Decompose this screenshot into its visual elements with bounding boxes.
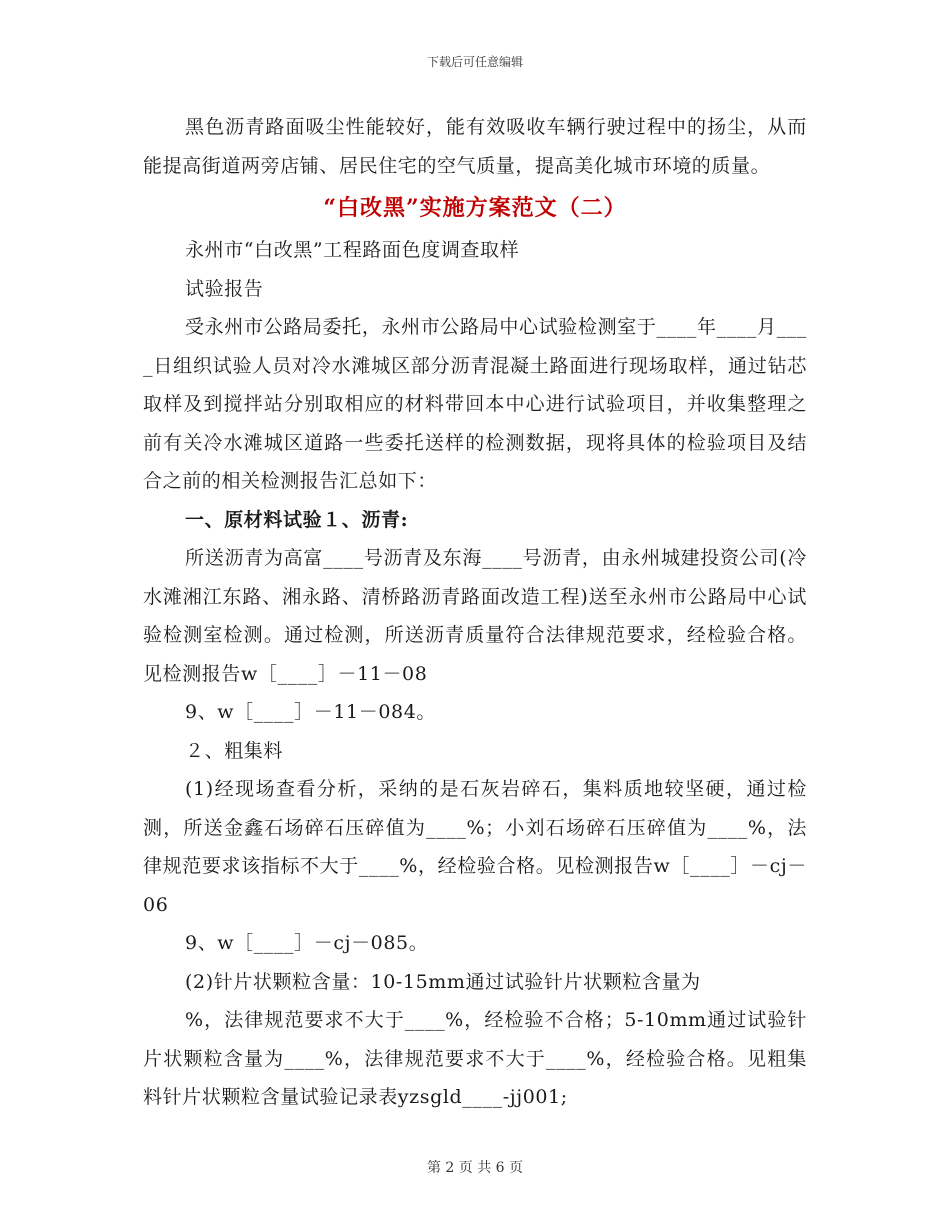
paragraph-commission: 受永州市公路局委托，永州市公路局中心试验检测室于____年____月____日组织试验人员对冷水滩城区部分沥青混凝土路面进行现场取样，通过钻芯取样及到搅拌站分别取相应的材料带回本中心进行试验项目，并收集整理之前有关冷水滩城区道路一些委托送样的检测数据，现将具体的检验项目及结合之前的相关检测报告汇总如下： xyxy=(143,316,807,492)
paragraph-report-type: 试验报告 xyxy=(185,277,264,300)
page-header: 下载后可任意编辑 xyxy=(426,55,523,69)
paragraph-intro: 黑色沥青路面吸尘性能较好，能有效吸收车辆行驶过程中的扬尘，从而能提高街道两旁店铺、居民住宅的空气质量，提高美化城市环境的质量。 xyxy=(143,116,807,177)
paragraph-asphalt: 所送沥青为高富____号沥青及东海____号沥青，由永州城建投资公司(冷水滩湘江东路、湘永路、清桥路沥青路面改造工程)送至永州市公路局中心试验检测室检测。通过检测，所送沥青质量符合法律规范要求，经检验合格。见检测报告w［____］－11－08 xyxy=(143,547,807,685)
heading-coarse-aggregate: ２、粗集料 xyxy=(185,739,284,762)
paragraph-asphalt-report: 9、w［____］－11－084。 xyxy=(185,701,436,723)
page-footer: 第 2 页 共 6 页 xyxy=(426,1160,524,1176)
paragraph-crushing-value: (1)经现场查看分析，采纳的是石灰岩碎石，集料质地较坚硬，通过检测，所送金鑫石场碎石压碎值为____%；小刘石场碎石压碎值为____%，法律规范要求该指标不大于____%，经检验合格。见检测报告w［____］－cj－06 xyxy=(143,778,807,916)
paragraph-report-name: 永州市“白改黑”工程路面色度调查取样 xyxy=(185,239,520,261)
paragraph-flaky-particles: (2)针片状颗粒含量：10-15mm通过试验针片状颗粒含量为 xyxy=(185,970,701,993)
section-title: “白改黑”实施方案范文（二） xyxy=(323,195,627,221)
paragraph-flaky-results: %，法律规范要求不大于____%，经检验不合格；5-10mm通过试验针片状颗粒含量为____%，法律规范要求不大于____%，经检验合格。见粗集料针片状颗粒含量试验记录表yzsgld____-jj001; xyxy=(143,1009,807,1108)
heading-raw-materials: 一、原材料试验１、沥青: xyxy=(185,508,409,531)
paragraph-crushing-report: 9、w［____］－cj－085。 xyxy=(185,932,429,954)
document-body xyxy=(143,108,807,1117)
